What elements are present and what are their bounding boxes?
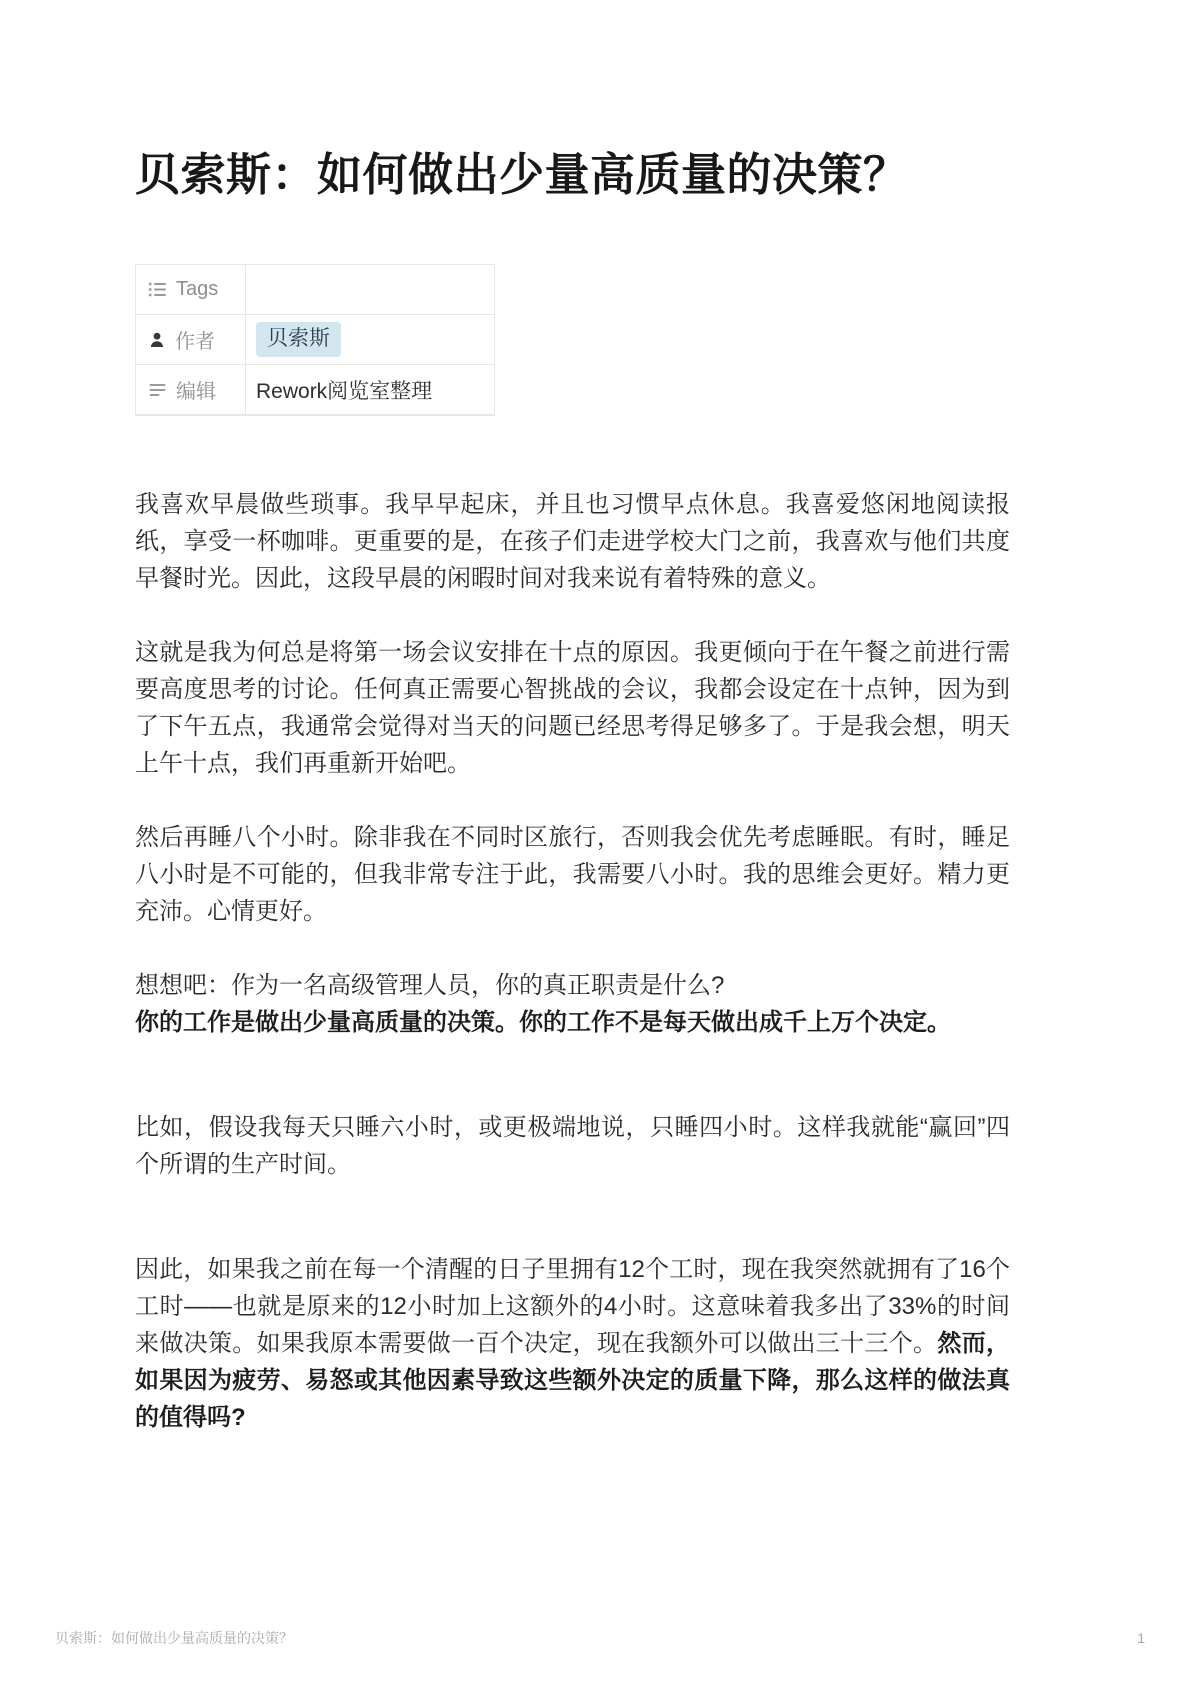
property-row-author — [136, 315, 494, 365]
page-footer — [55, 1628, 1145, 1648]
property-label-editor — [136, 365, 246, 414]
property-value-author — [246, 315, 494, 364]
property-row-tags — [136, 265, 494, 315]
text-icon — [148, 380, 167, 399]
footer-page-number: 1 — [1137, 1630, 1145, 1646]
page-title: 贝索斯：如何做出少量高质量的决策？ — [135, 149, 909, 200]
quality-warning-bold: 然而，如果因为疲劳、易怒或其他因素导致这些额外决定的质量下降，那么这样的做法真的值得吗? — [135, 1330, 1011, 1431]
property-label-text: Tags — [176, 278, 219, 300]
document-content — [135, 0, 1010, 1436]
key-statement-bold: 你的工作是做出少量高质量的决策。你的工作不是每天做出成千上万个决定。 — [135, 1009, 951, 1036]
property-value-tags — [246, 265, 494, 314]
property-label-tags — [136, 265, 246, 314]
properties-table — [135, 264, 495, 416]
question-line: 想想吧：作为一名高级管理人员，你的真正职责是什么? — [135, 972, 725, 999]
footer-document-title: 贝索斯：如何做出少量高质量的决策？ — [55, 1630, 293, 1646]
property-row-editor — [136, 365, 494, 415]
math-lead-text: 因此，如果我之前在每一个清醒的日子里拥有12个工时，现在我突然就拥有了16个工时——也就是原来的12小时加上这额外的4小时。这意味着我多出了33%的时间来做决策。如果我原本需要做一百个决定，现在我额外可以做出三十三个。 — [135, 1256, 1010, 1357]
paragraph-sleep-less-example: 比如，假设我每天只睡六小时，或更极端地说，只睡四小时。这样我就能“赢回”四个所谓的生产时间。 — [135, 1114, 1010, 1178]
person-icon — [148, 331, 166, 349]
property-label-text: 作者 — [175, 331, 215, 353]
bulleted-list-icon — [148, 280, 167, 299]
paragraph-work-hours-math — [135, 1251, 1010, 1436]
paragraph-first-meeting: 这就是我为何总是将第一场会议安排在十点的原因。我更倾向于在午餐之前进行需要高度思考的讨论。任何真正需要心智挑战的会议，我都会设定在十点钟，因为到了下午五点，我通常会觉得对当天的问题已经思考得足够多了。于是我会想，明天上午十点，我们再重新开始吧。 — [135, 639, 1010, 777]
paragraph-morning-routine: 我喜欢早晨做些琐事。我早早起床，并且也习惯早点休息。我喜爱悠闲地阅读报纸，享受一杯咖啡。更重要的是，在孩子们走进学校大门之前，我喜欢与他们共度早餐时光。因此，这段早晨的闲暇时间对我来说有着特殊的意义。 — [135, 491, 1010, 592]
property-value-text: Rework阅览室整理 — [256, 379, 433, 403]
paragraph-real-duty — [135, 967, 1010, 1041]
author-tag-pill: 贝索斯 — [256, 322, 341, 356]
property-value-editor — [246, 365, 494, 414]
paragraph-eight-hours-sleep: 然后再睡八个小时。除非我在不同时区旅行，否则我会优先考虑睡眠。有时，睡足八小时是不可能的，但我非常专注于此，我需要八小时。我的思维会更好。精力更充沛。心情更好。 — [135, 824, 1010, 925]
property-label-text: 编辑 — [176, 381, 216, 403]
property-label-author — [136, 315, 246, 364]
